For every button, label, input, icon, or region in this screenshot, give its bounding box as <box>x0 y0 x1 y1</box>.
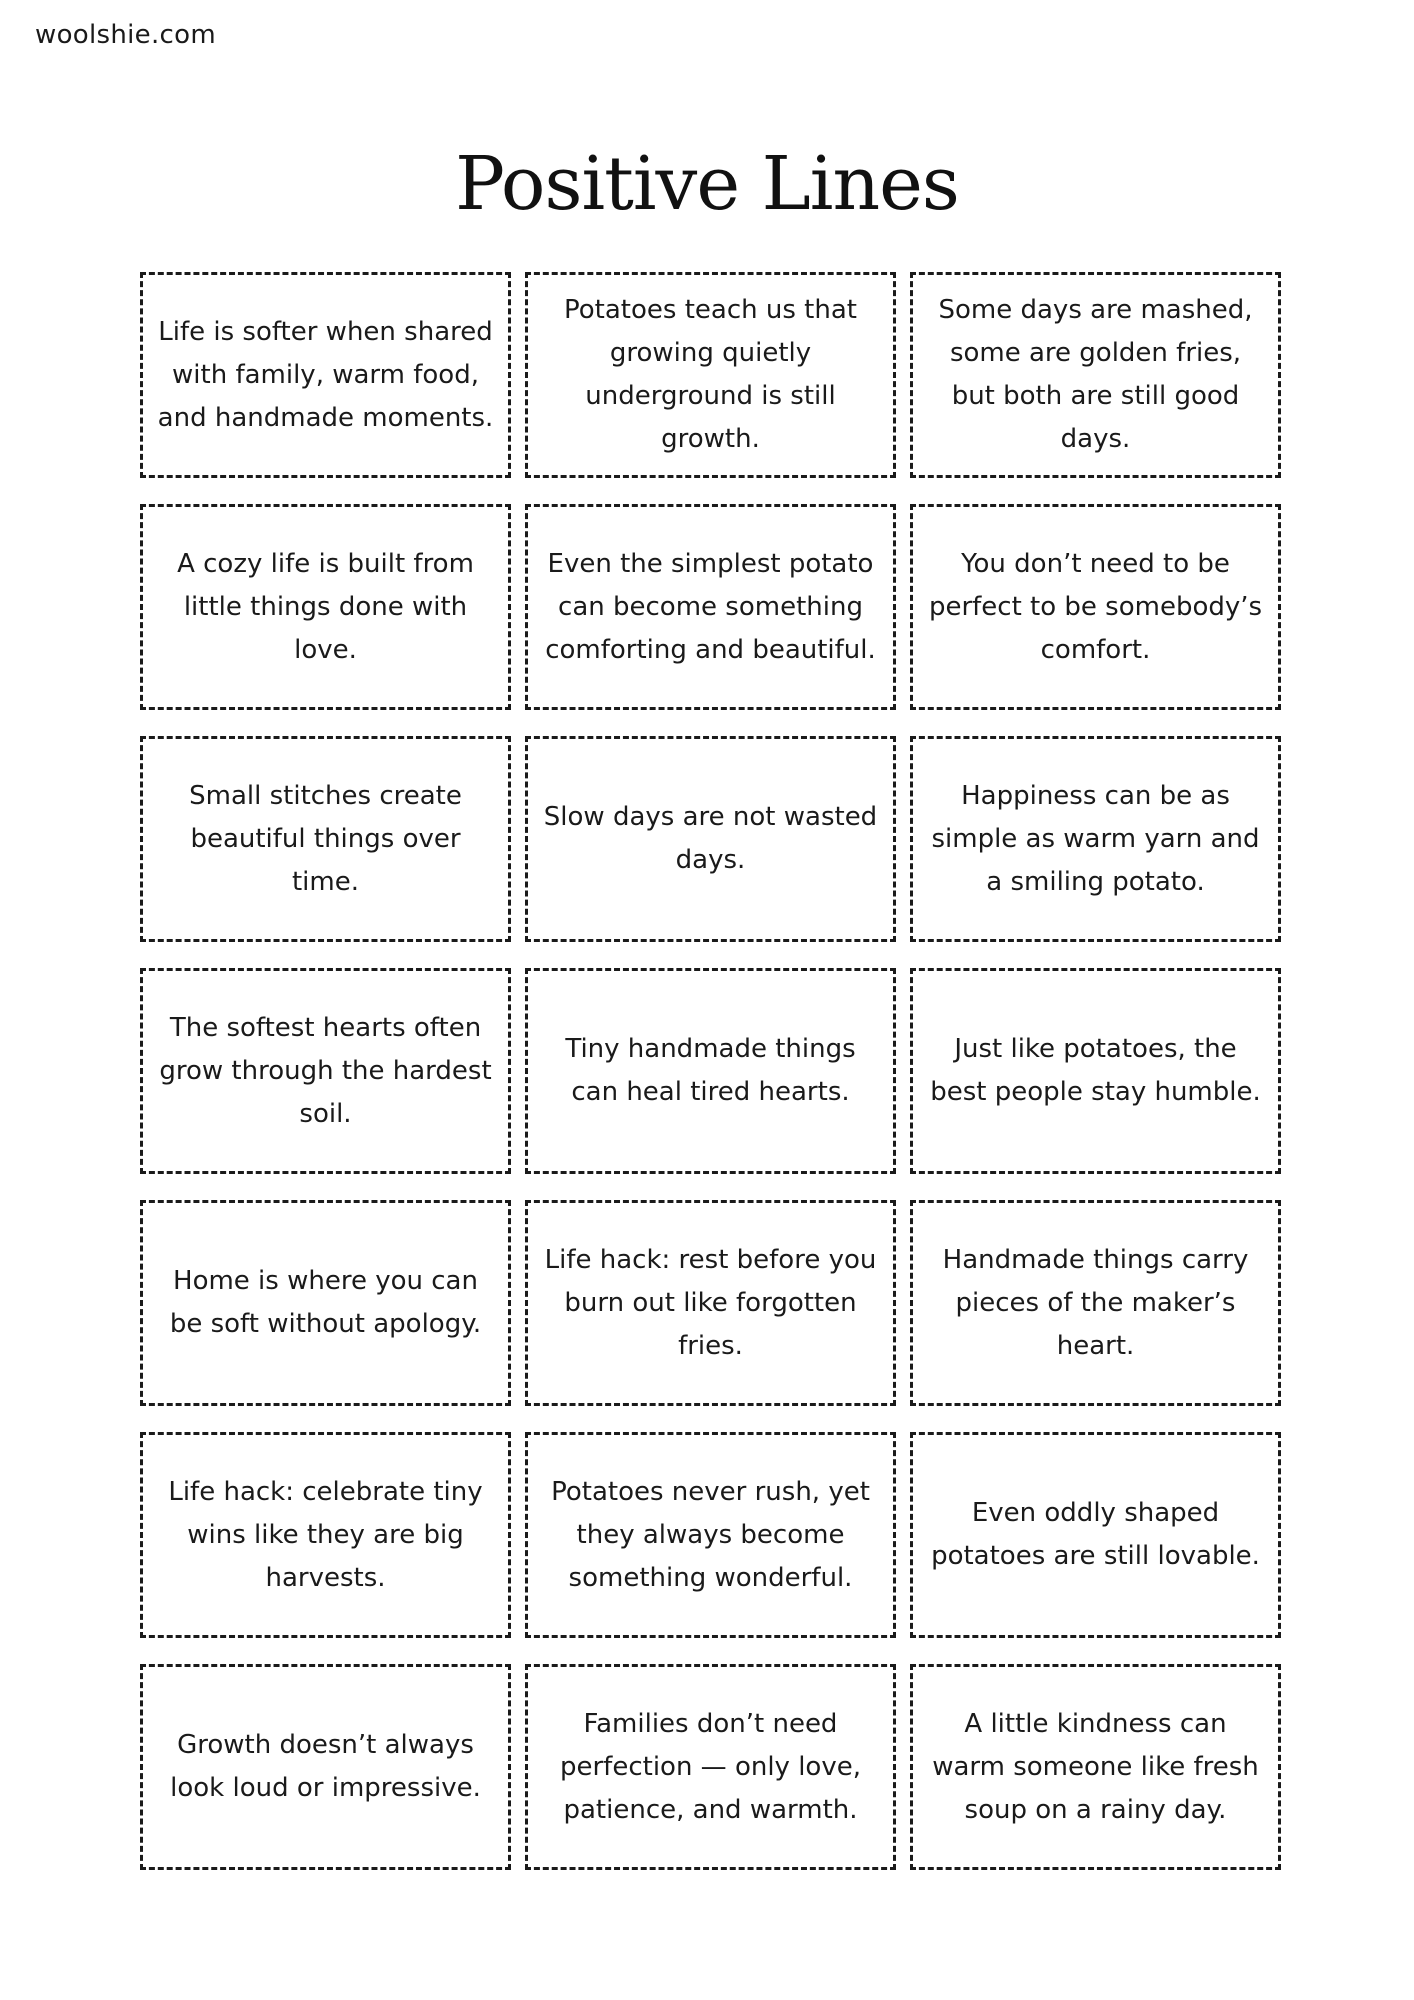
quote-text: A little kindness can warm someone like fresh soup on a rainy day. <box>932 1708 1259 1825</box>
quote-text: Even oddly shaped potatoes are still lovable. <box>931 1498 1260 1571</box>
quote-card <box>525 968 896 1174</box>
quote-text: Happiness can be as simple as warm yarn and a smiling potato. <box>931 780 1260 897</box>
quote-text: You don’t need to be perfect to be somebody’s comfort. <box>928 548 1263 665</box>
quote-card-grid <box>140 272 1281 1870</box>
quote-card <box>140 968 511 1174</box>
quote-text: Tiny handmade things can heal tired hearts. <box>565 1034 856 1107</box>
quote-text: Potatoes never rush, yet they always become something wonderful. <box>551 1476 870 1593</box>
page-title: Positive Lines <box>455 141 959 227</box>
quote-card <box>910 968 1281 1174</box>
quote-card <box>525 1200 896 1406</box>
quote-text: Potatoes teach us that growing quietly underground is still growth. <box>564 295 857 454</box>
quote-text: Some days are mashed, some are golden fries, but both are still good days. <box>938 295 1253 454</box>
quote-text: Life hack: celebrate tiny wins like they are big harvests. <box>168 1476 483 1593</box>
quote-card <box>910 504 1281 710</box>
site-name: woolshie.com <box>35 20 216 50</box>
quote-card <box>140 1432 511 1638</box>
quote-card <box>910 1200 1281 1406</box>
quote-card <box>525 272 896 478</box>
quote-card <box>140 1664 511 1870</box>
quote-card <box>525 1432 896 1638</box>
quote-card <box>910 272 1281 478</box>
quote-text: A cozy life is built from little things done with love. <box>177 548 474 665</box>
quote-text: Just like potatoes, the best people stay humble. <box>930 1034 1261 1107</box>
quote-text: Life is softer when shared with family, warm food, and handmade moments. <box>157 316 494 433</box>
quote-text: Slow days are not wasted days. <box>543 802 878 875</box>
quote-text: Families don’t need perfection — only love, patience, and warmth. <box>559 1708 861 1825</box>
quote-text: Life hack: rest before you burn out like forgotten fries. <box>544 1244 877 1361</box>
quote-card <box>910 736 1281 942</box>
quote-text: Even the simplest potato can become something comforting and beautiful. <box>545 548 876 665</box>
quote-card <box>525 1664 896 1870</box>
quote-card <box>525 736 896 942</box>
quote-text: Handmade things carry pieces of the maker’s heart. <box>942 1244 1249 1361</box>
quote-text: Home is where you can be soft without apology. <box>169 1266 482 1339</box>
quote-card <box>525 504 896 710</box>
quote-text: Growth doesn’t always look loud or impressive. <box>170 1730 481 1803</box>
quote-card <box>910 1432 1281 1638</box>
quote-card <box>140 504 511 710</box>
quote-card <box>910 1664 1281 1870</box>
quote-card <box>140 272 511 478</box>
quote-card <box>140 1200 511 1406</box>
quote-text: The softest hearts often grow through the hardest soil. <box>159 1012 492 1129</box>
quote-card <box>140 736 511 942</box>
quote-text: Small stitches create beautiful things over time. <box>189 780 462 897</box>
